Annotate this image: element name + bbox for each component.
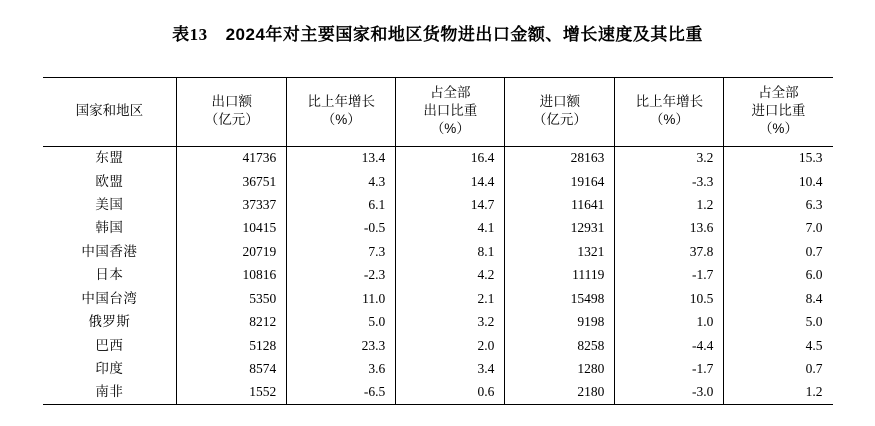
cell-export-value: 1552 bbox=[177, 381, 287, 404]
table-row bbox=[43, 357, 833, 380]
table-row bbox=[43, 287, 833, 310]
cell-region: 美国 bbox=[95, 197, 124, 213]
cell-export-value: 36751 bbox=[177, 170, 287, 193]
table-row bbox=[43, 240, 833, 263]
cell-export-share: 16.4 bbox=[396, 146, 505, 170]
cell-import-share: 1.2 bbox=[724, 381, 833, 404]
cell-import-growth: 10.5 bbox=[615, 287, 724, 310]
cell-region: 印度 bbox=[95, 360, 124, 376]
table-body bbox=[43, 146, 833, 404]
column-header-import-value: 进口额 （亿元） bbox=[505, 78, 615, 147]
cell-import-growth: 1.0 bbox=[615, 311, 724, 334]
cell-import-growth: 1.2 bbox=[615, 193, 724, 216]
cell-import-share: 5.0 bbox=[724, 311, 833, 334]
cell-export-growth: 7.3 bbox=[287, 240, 396, 263]
cell-export-value: 41736 bbox=[177, 146, 287, 170]
cell-export-value: 5128 bbox=[177, 334, 287, 357]
column-header-region: 国家和地区 bbox=[75, 103, 144, 119]
cell-import-growth: 13.6 bbox=[615, 217, 724, 240]
cell-import-share: 6.3 bbox=[724, 193, 833, 216]
cell-region: 欧盟 bbox=[95, 173, 124, 189]
table-bottom-rule bbox=[43, 404, 833, 405]
column-header-import-growth: 比上年增长 （%） bbox=[615, 78, 724, 147]
cell-region: 日本 bbox=[95, 267, 124, 283]
cell-export-growth: 5.0 bbox=[287, 311, 396, 334]
cell-import-growth: -1.7 bbox=[615, 264, 724, 287]
cell-import-value: 9198 bbox=[505, 311, 615, 334]
cell-export-share: 3.2 bbox=[396, 311, 505, 334]
cell-import-value: 11119 bbox=[505, 264, 615, 287]
cell-import-value: 15498 bbox=[505, 287, 615, 310]
table-row bbox=[43, 170, 833, 193]
cell-import-share: 15.3 bbox=[724, 146, 833, 170]
cell-import-value: 1321 bbox=[505, 240, 615, 263]
table-row bbox=[43, 146, 833, 170]
cell-region: 东盟 bbox=[95, 150, 124, 166]
cell-import-value: 12931 bbox=[505, 217, 615, 240]
cell-import-share: 7.0 bbox=[724, 217, 833, 240]
cell-import-growth: 3.2 bbox=[615, 146, 724, 170]
cell-import-growth: -3.3 bbox=[615, 170, 724, 193]
table-label: 表13 bbox=[172, 25, 208, 44]
cell-export-value: 10816 bbox=[177, 264, 287, 287]
table-container bbox=[43, 77, 833, 405]
cell-export-value: 8212 bbox=[177, 311, 287, 334]
cell-export-share: 3.4 bbox=[396, 357, 505, 380]
table-row bbox=[43, 334, 833, 357]
cell-import-value: 11641 bbox=[505, 193, 615, 216]
cell-export-share: 14.4 bbox=[396, 170, 505, 193]
cell-export-share: 14.7 bbox=[396, 193, 505, 216]
cell-import-value: 2180 bbox=[505, 381, 615, 404]
table-row bbox=[43, 311, 833, 334]
cell-export-share: 2.0 bbox=[396, 334, 505, 357]
column-header-import-share: 占全部 进口比重 （%） bbox=[724, 78, 833, 147]
cell-export-value: 8574 bbox=[177, 357, 287, 380]
cell-export-share: 4.1 bbox=[396, 217, 505, 240]
cell-export-growth: 6.1 bbox=[287, 193, 396, 216]
cell-export-growth: 13.4 bbox=[287, 146, 396, 170]
cell-import-value: 19164 bbox=[505, 170, 615, 193]
cell-export-growth: -0.5 bbox=[287, 217, 396, 240]
cell-region: 韩国 bbox=[95, 220, 124, 236]
cell-export-share: 4.2 bbox=[396, 264, 505, 287]
table-row bbox=[43, 217, 833, 240]
cell-region: 中国台湾 bbox=[81, 290, 138, 306]
cell-import-value: 1280 bbox=[505, 357, 615, 380]
cell-import-share: 8.4 bbox=[724, 287, 833, 310]
cell-import-growth: -4.4 bbox=[615, 334, 724, 357]
cell-import-growth: -3.0 bbox=[615, 381, 724, 404]
table-row bbox=[43, 193, 833, 216]
cell-export-share: 0.6 bbox=[396, 381, 505, 404]
cell-import-value: 28163 bbox=[505, 146, 615, 170]
cell-export-growth: -2.3 bbox=[287, 264, 396, 287]
cell-import-growth: 37.8 bbox=[615, 240, 724, 263]
cell-export-growth: 23.3 bbox=[287, 334, 396, 357]
cell-import-value: 8258 bbox=[505, 334, 615, 357]
cell-import-share: 6.0 bbox=[724, 264, 833, 287]
column-header-export-growth: 比上年增长 （%） bbox=[287, 78, 396, 147]
cell-region: 巴西 bbox=[95, 337, 124, 353]
header-row bbox=[43, 78, 833, 147]
cell-region: 南非 bbox=[95, 384, 124, 400]
cell-export-value: 37337 bbox=[177, 193, 287, 216]
cell-export-growth: -6.5 bbox=[287, 381, 396, 404]
cell-export-value: 10415 bbox=[177, 217, 287, 240]
cell-region: 俄罗斯 bbox=[88, 314, 131, 330]
cell-export-share: 2.1 bbox=[396, 287, 505, 310]
column-header-export-value: 出口额 （亿元） bbox=[177, 78, 287, 147]
cell-export-value: 5350 bbox=[177, 287, 287, 310]
cell-export-value: 20719 bbox=[177, 240, 287, 263]
cell-export-growth: 4.3 bbox=[287, 170, 396, 193]
trade-table bbox=[43, 77, 833, 404]
column-header-export-share: 占全部 出口比重 （%） bbox=[396, 78, 505, 147]
cell-import-share: 4.5 bbox=[724, 334, 833, 357]
table-title-text: 2024年对主要国家和地区货物进出口金额、增长速度及其比重 bbox=[225, 25, 703, 44]
table-row bbox=[43, 381, 833, 404]
page-title bbox=[0, 0, 875, 45]
table-head bbox=[43, 78, 833, 147]
table-row bbox=[43, 264, 833, 287]
cell-region: 中国香港 bbox=[81, 243, 138, 259]
cell-import-share: 0.7 bbox=[724, 240, 833, 263]
cell-export-growth: 11.0 bbox=[287, 287, 396, 310]
cell-import-growth: -1.7 bbox=[615, 357, 724, 380]
cell-export-growth: 3.6 bbox=[287, 357, 396, 380]
cell-export-share: 8.1 bbox=[396, 240, 505, 263]
cell-import-share: 10.4 bbox=[724, 170, 833, 193]
cell-import-share: 0.7 bbox=[724, 357, 833, 380]
